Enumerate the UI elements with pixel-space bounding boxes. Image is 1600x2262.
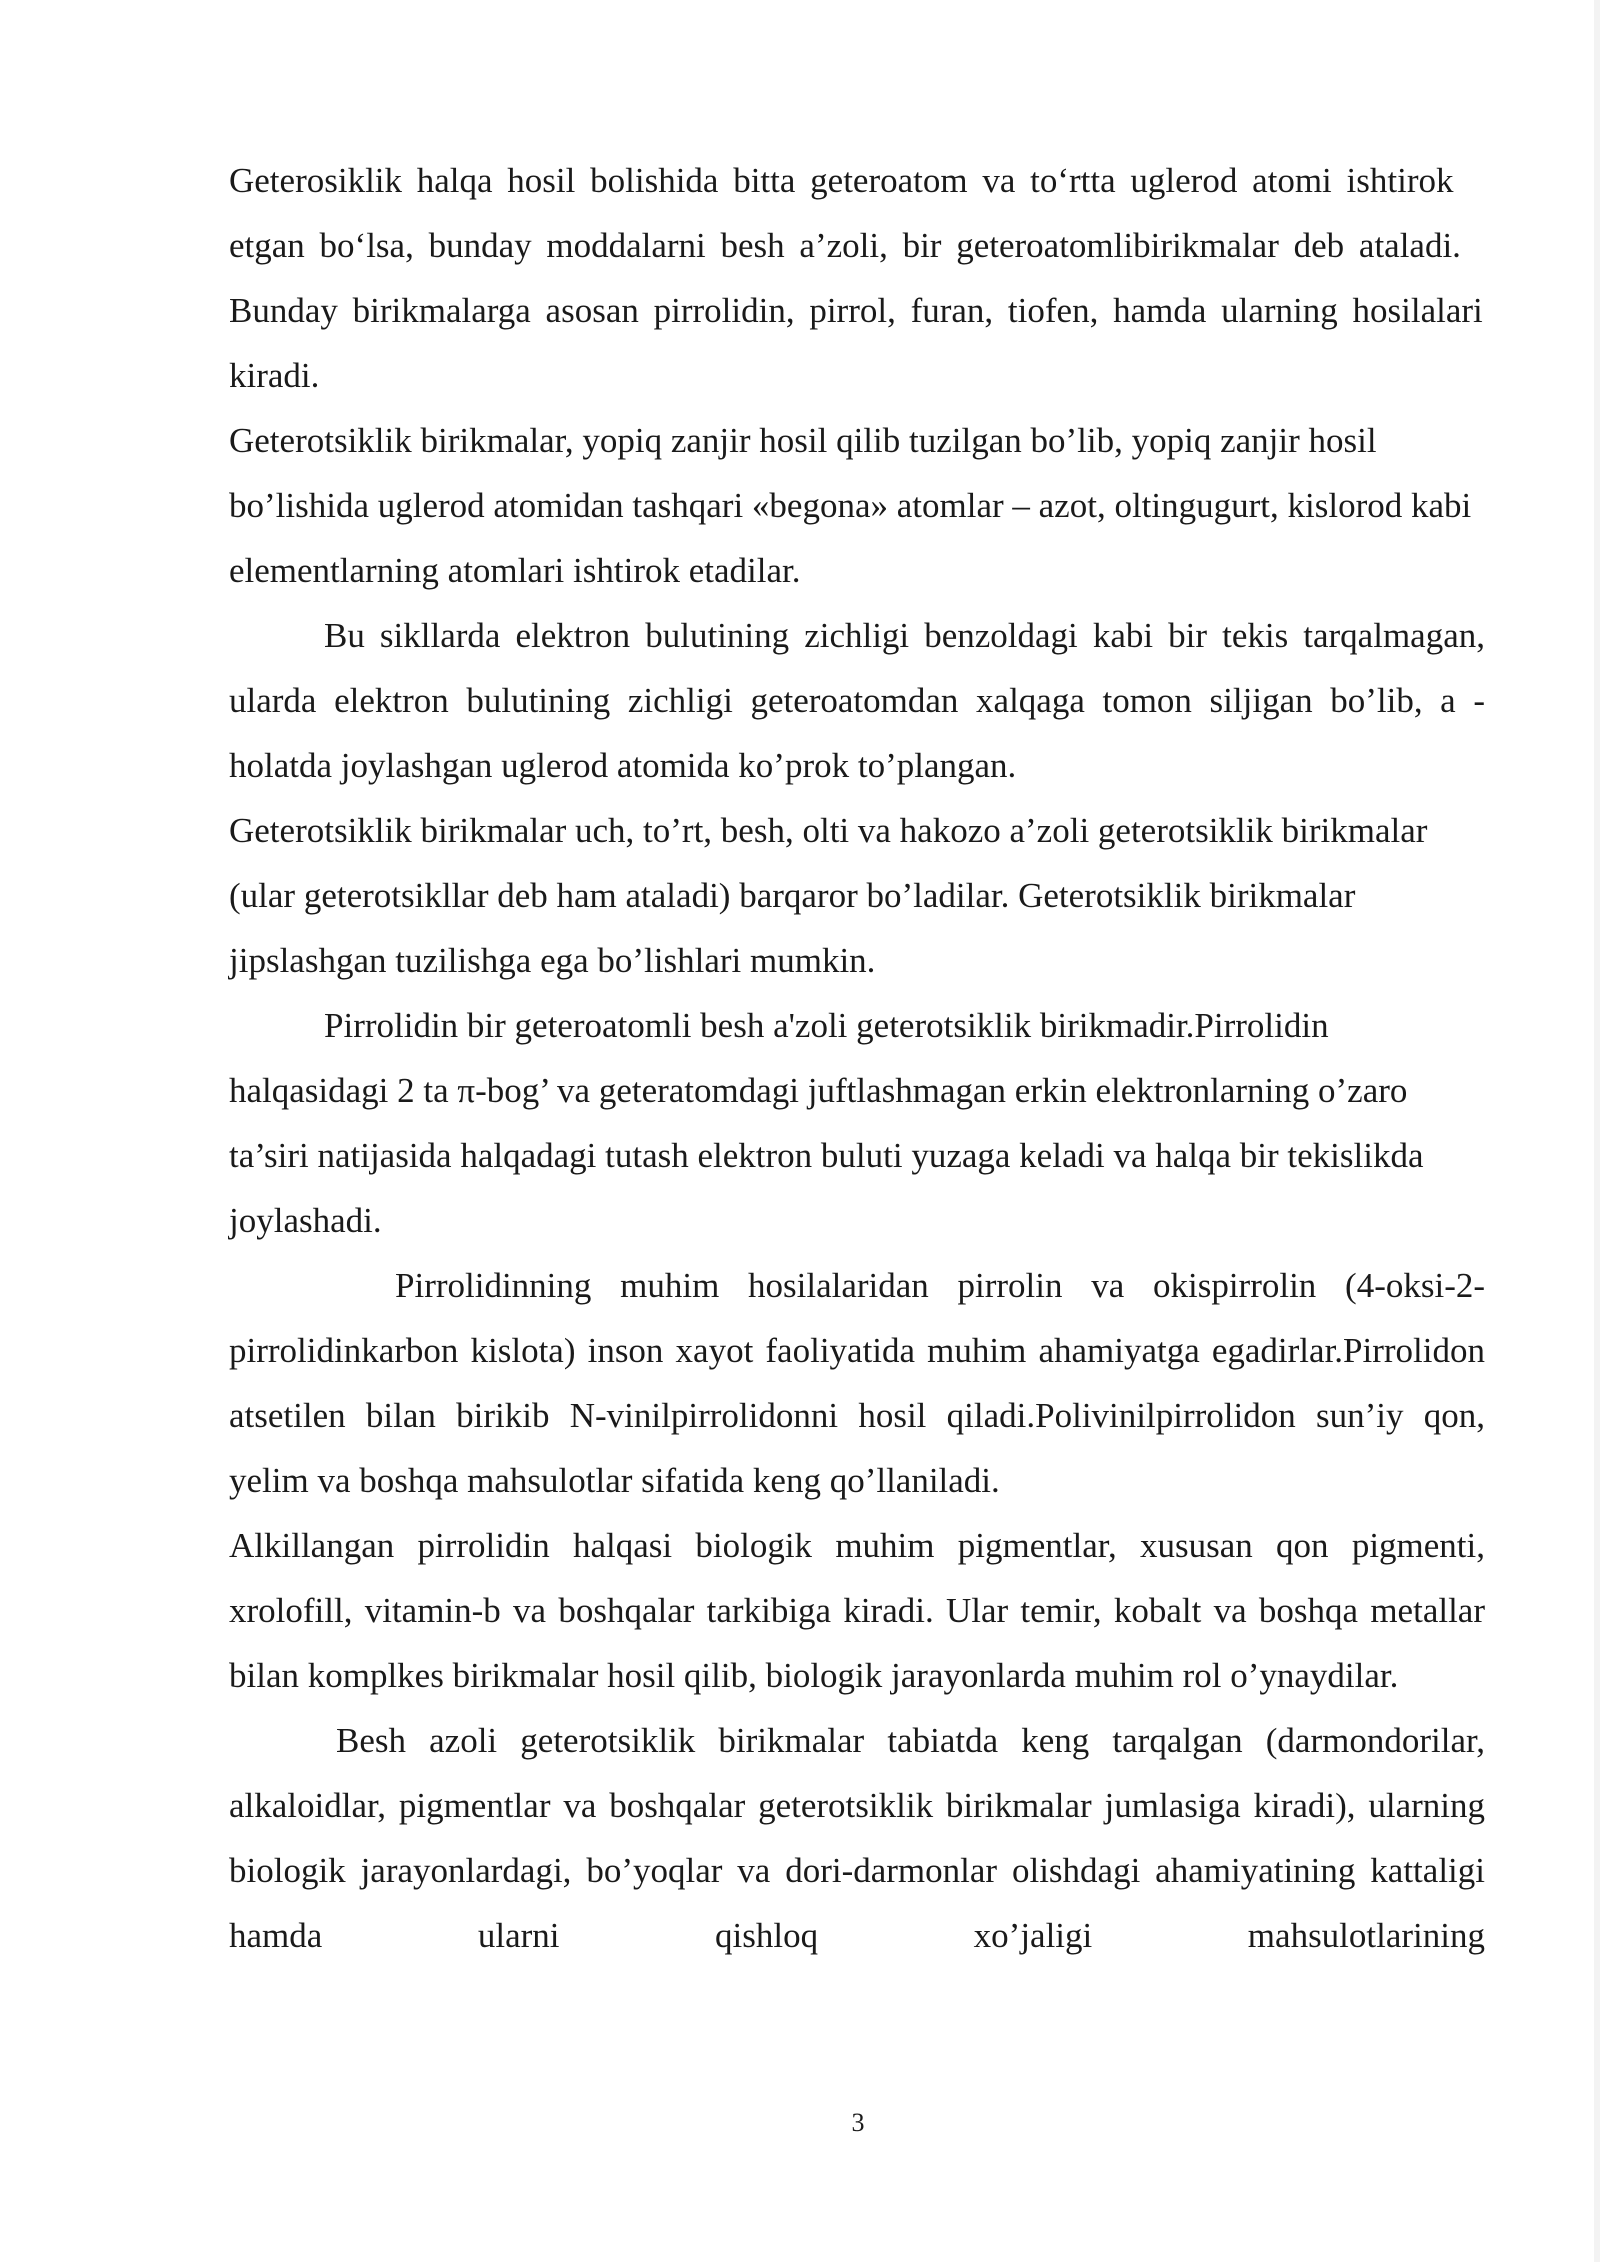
body-text xyxy=(229,148,1485,1968)
paragraph-4: Geterotsiklik birikmalar uch, to’rt, besh, olti va hakozo a’zoli geterotsiklik birikmalar (ular geterotsikllar deb ham ataladi) barqaror bo’ladilar. Geterotsiklik birikmalar jipslashgan tuzilishga ega bo’lishlari mumkin. xyxy=(229,811,1428,980)
paragraph-2: Geterotsiklik birikmalar, yopiq zanjir hosil qilib tuzilgan bo’lib, yopiq zanjir hosil bo’lishida uglerod atomidan tashqari «begona» atomlar – azot, oltingugurt, kislorod kabi elementlarning atomlari ishtirok etadilar. xyxy=(229,421,1472,590)
paragraph-3: Bu sikllarda elektron bulutining zichligi benzoldagi kabi bir tekis tarqalmagan, ularda elektron bulutining zichligi geteroatomdan xalqaga tomon siljigan bo’lib, a -holatda joylashgan uglerod atomida ko’prok to’plangan. xyxy=(229,616,1485,785)
paragraph-1: Geterosiklik halqa hosil bolishida bitta geteroatom va to‘rtta uglerod atomi ishtirok etgan bo‘lsa, bunday moddalarni besh a’zoli, bir geteroatomlibirikmalar deb ataladi. Bunday birikmalarga asosan pirrolidin, pirrol, furan, tiofen, hamda ularning hosilalari kiradi. xyxy=(229,161,1483,395)
page-number: 3 xyxy=(851,2108,865,2137)
paragraph-7: Alkillangan pirrolidin halqasi biologik muhim pigmentlar, xususan qon pigmenti, xrolofill, vitamin-b va boshqalar tarkibiga kiradi. Ular temir, kobalt va boshqa metallar bilan komplkes birikmalar hosil qilib, biologik jarayonlarda muhim rol o’ynaydilar. xyxy=(229,1526,1485,1695)
page-edge-shadow xyxy=(1594,0,1600,2262)
paragraph-6: Pirrolidinning muhim hosilalaridan pirrolin va okispirrolin (4-oksi-2-pirrolidinkarbon kislota) inson xayot faoliyatida muhim ahamiyatga egadirlar.Pirrolidon atsetilen bilan birikib N-vinilpirrolidonni hosil qiladi.Polivinilpirrolidon sun’iy qon, yelim va boshqa mahsulotlar sifatida keng qo’llaniladi. xyxy=(229,1266,1485,1500)
paragraph-5: Pirrolidin bir geteroatomli besh a'zoli geterotsiklik birikmadir.Pirrolidin halqasidagi 2 ta π-bog’ va geteratomdagi juftlashmagan erkin elektronlarning o’zaro ta’siri natijasida halqadagi tutash elektron buluti yuzaga keladi va halqa bir tekislikda joylashadi. xyxy=(229,1006,1424,1240)
paragraph-8: Besh azoli geterotsiklik birikmalar tabiatda keng tarqalgan (darmondorilar, alkaloidlar, pigmentlar va boshqalar geterotsiklik birikmalar jumlasiga kiradi), ularning biologik jarayonlardagi, bo’yoqlar va dori-darmonlar olishdagi ahamiyatining kattaligi hamda ularni qishloq xo’jaligi mahsulotlarining xyxy=(229,1721,1485,1955)
